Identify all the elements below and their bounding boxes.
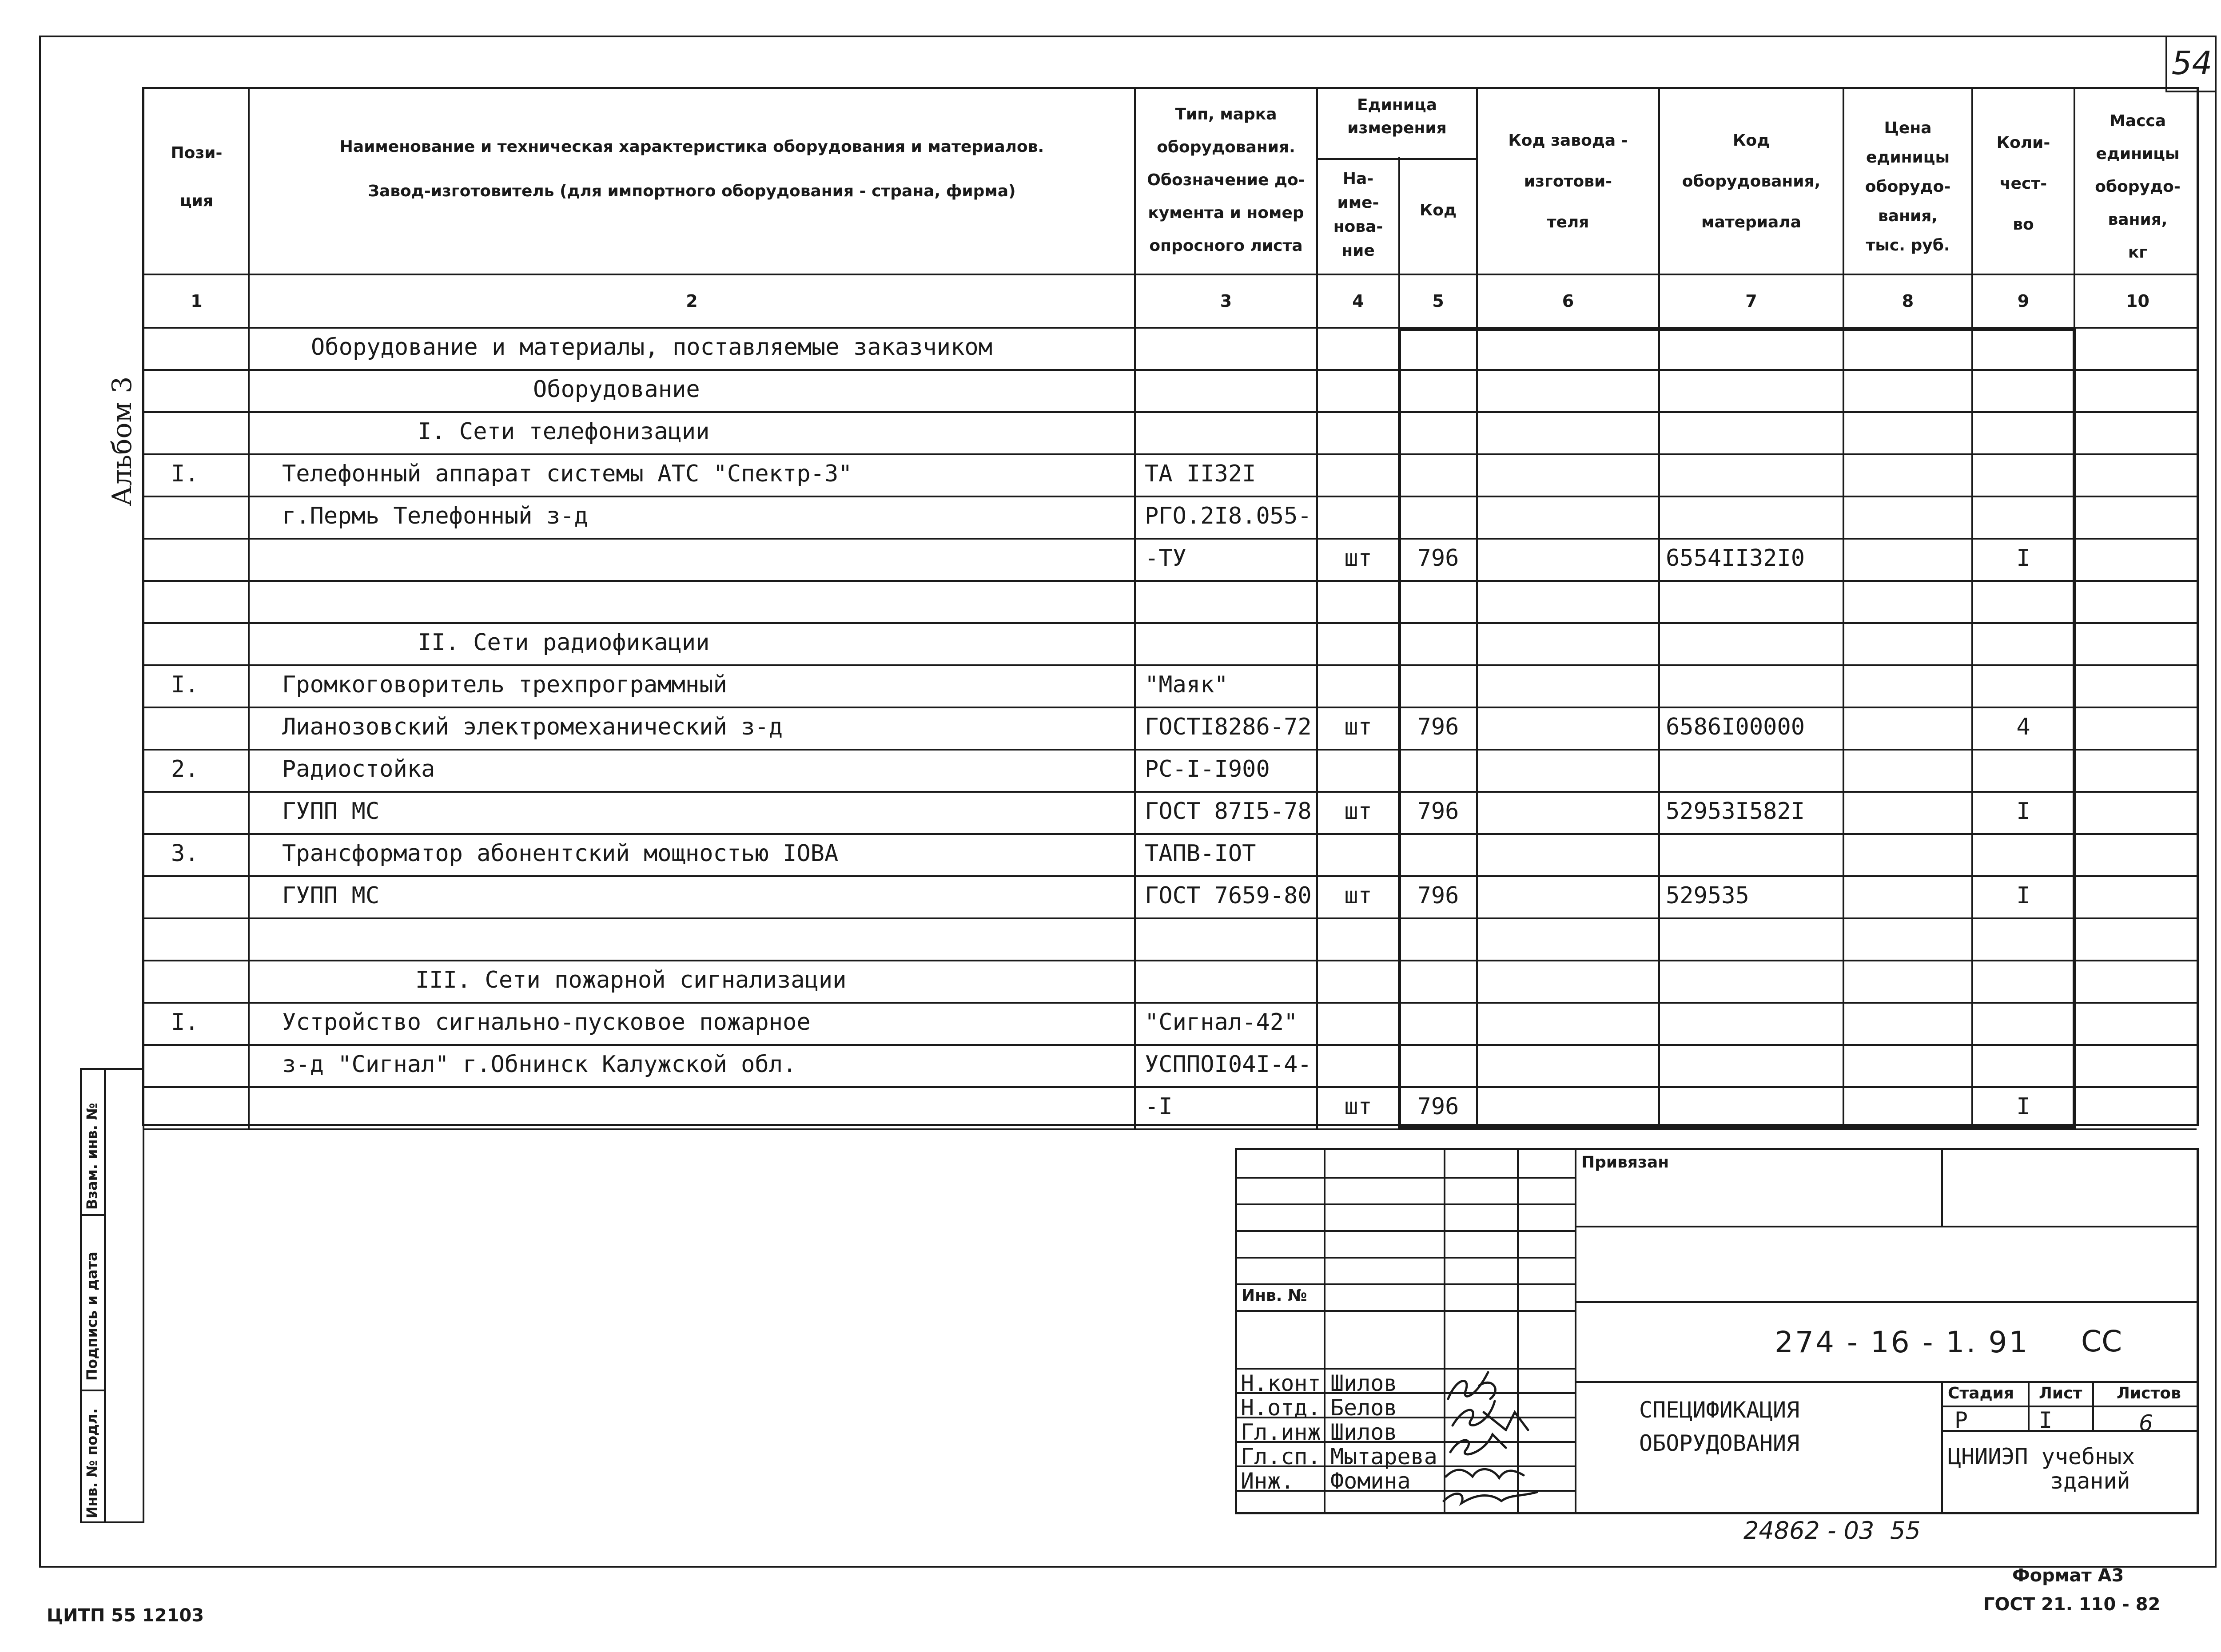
column-number: 2 bbox=[686, 291, 698, 311]
header-unit-name: На- име- нова- ние bbox=[1333, 170, 1383, 260]
row-name: Трансформатор абонентский мощностью IОВА bbox=[282, 840, 839, 867]
row-name: ГУПП МС bbox=[282, 882, 380, 909]
row-name: з-д "Сигнал" г.Обнинск Калужской обл. bbox=[282, 1051, 797, 1078]
format-label: Формат А3 bbox=[2012, 1565, 2124, 1586]
row-name: Устройство сигнально-пусковое пожарное bbox=[282, 1009, 811, 1036]
column-number: 6 bbox=[1562, 291, 1574, 311]
row-type: "Сигнал-42" bbox=[1145, 1009, 1298, 1036]
row-type: -I bbox=[1145, 1093, 1173, 1120]
inv-no-label: Инв. № bbox=[1242, 1287, 1307, 1305]
sheet-corner-number: 54 bbox=[2165, 36, 2217, 92]
header-name-line1: Наименование и техническая характеристика оборудования и материалов. bbox=[339, 138, 1044, 156]
row-quantity: I bbox=[2016, 882, 2030, 909]
row-unit-code: 796 bbox=[1417, 545, 1459, 572]
row-name: III. Сети пожарной сигнализации bbox=[415, 967, 847, 993]
row-unit-code: 796 bbox=[1417, 798, 1459, 825]
header-mass: Масса единицы оборудо- вания, кг bbox=[2095, 112, 2181, 262]
row-name: г.Пермь Телефонный з-д bbox=[282, 503, 588, 529]
row-type: ГОСТI8286-72 bbox=[1145, 714, 1312, 740]
header-unit-group: Единица измерения bbox=[1347, 96, 1447, 137]
role-person-name: Шилов bbox=[1330, 1419, 1397, 1445]
row-type: ТА II32I bbox=[1145, 461, 1256, 487]
doc-title-line2: ОБОРУДОВАНИЯ bbox=[1639, 1430, 1800, 1456]
row-name: Громкоговоритель трехпрограммный bbox=[282, 671, 727, 698]
header-price: Цена единицы оборудо- вания, тыс. руб. bbox=[1865, 119, 1951, 254]
row-position: 3. bbox=[171, 840, 199, 867]
row-name: Телефонный аппарат системы АТС "Спектр-3" bbox=[282, 461, 852, 487]
row-type: ТАПВ-IОТ bbox=[1145, 840, 1256, 867]
header-position: Пози- ция bbox=[171, 144, 223, 210]
header-quantity: Коли- чест- во bbox=[1996, 134, 2050, 234]
side-stamp bbox=[80, 1068, 144, 1523]
row-quantity: 4 bbox=[2016, 714, 2030, 740]
stage-label: Стадия bbox=[1948, 1384, 2014, 1402]
gost-label: ГОСТ 21. 110 - 82 bbox=[1983, 1594, 2161, 1615]
row-unit: шт bbox=[1344, 798, 1372, 825]
row-equipment-code: 6554II32I0 bbox=[1666, 545, 1805, 572]
doc-mark: СС bbox=[2081, 1324, 2122, 1358]
role-person-name: Белов bbox=[1330, 1395, 1397, 1421]
org-line1: ЦНИИЭП учебных bbox=[1948, 1444, 2135, 1469]
sheets-value: 6 bbox=[2139, 1410, 2153, 1436]
header-unit-code: Код bbox=[1419, 201, 1457, 219]
row-quantity: I bbox=[2016, 1093, 2030, 1120]
row-unit: шт bbox=[1344, 882, 1372, 909]
row-name: Оборудование и материалы, поставляемые заказчиком bbox=[311, 334, 993, 361]
row-name: I. Сети телефонизации bbox=[418, 418, 710, 445]
role-person-name: Шилов bbox=[1330, 1370, 1397, 1396]
column-number: 3 bbox=[1220, 291, 1232, 311]
row-type: ГОСТ 87I5-78 bbox=[1145, 798, 1312, 825]
podpis-data-label: Подпись и дата bbox=[84, 1251, 100, 1381]
org-line2: зданий bbox=[2050, 1468, 2130, 1494]
row-position: I. bbox=[171, 461, 199, 487]
row-type: -ТУ bbox=[1145, 545, 1186, 572]
header-factory-code: Код завода - изготови- теля bbox=[1508, 131, 1628, 231]
page-number: 55 bbox=[1890, 1517, 1921, 1545]
role-person-name: Мытарева bbox=[1330, 1444, 1437, 1469]
header-type: Тип, марка оборудования. Обозначение до- кумента и номер опросного листа bbox=[1147, 105, 1305, 255]
row-name: ГУПП МС bbox=[282, 798, 380, 825]
role-label: Гл.инж bbox=[1241, 1419, 1321, 1445]
row-type: "Маяк" bbox=[1145, 671, 1228, 698]
column-number: 7 bbox=[1745, 291, 1757, 311]
row-name: Лианозовский электромеханический з-д bbox=[282, 714, 783, 740]
column-number: 4 bbox=[1352, 291, 1364, 311]
column-number: 5 bbox=[1432, 291, 1444, 311]
row-name: Оборудование bbox=[533, 376, 700, 403]
row-type: ГОСТ 7659-80 bbox=[1145, 882, 1312, 909]
album-label: Альбом 3 bbox=[107, 376, 138, 506]
vzam-inv-label: Взам. инв. № bbox=[84, 1103, 100, 1210]
signatures bbox=[1439, 1359, 1546, 1514]
row-unit: шт bbox=[1344, 1093, 1372, 1120]
stage-value: Р bbox=[1954, 1407, 1968, 1433]
column-number: 8 bbox=[1902, 291, 1914, 311]
role-person-name: Фомина bbox=[1330, 1468, 1411, 1494]
row-type: УСППОI04I-4- bbox=[1145, 1051, 1312, 1078]
row-quantity: I bbox=[2016, 798, 2030, 825]
row-position: I. bbox=[171, 1009, 199, 1036]
sheet-value: I bbox=[2039, 1407, 2053, 1433]
role-label: Инж. bbox=[1241, 1468, 1294, 1494]
sheets-label: Листов bbox=[2117, 1384, 2181, 1402]
header-equipment-code: Код оборудования, материала bbox=[1682, 131, 1821, 231]
doc-title-line1: СПЕЦИФИКАЦИЯ bbox=[1639, 1397, 1800, 1423]
row-quantity: I bbox=[2016, 545, 2030, 572]
inv-podl-label: Инв. № подл. bbox=[84, 1408, 100, 1518]
row-name: II. Сети радиофикации bbox=[418, 629, 710, 656]
row-unit-code: 796 bbox=[1417, 882, 1459, 909]
row-unit-code: 796 bbox=[1417, 1093, 1459, 1120]
title-block bbox=[1235, 1148, 2199, 1514]
sheet-label: Лист bbox=[2039, 1384, 2082, 1402]
row-equipment-code: 6586I00000 bbox=[1666, 714, 1805, 740]
header-name-line2: Завод-изготовитель (для импортного оборудования - страна, фирма) bbox=[368, 182, 1016, 200]
row-unit-code: 796 bbox=[1417, 714, 1459, 740]
citp-label: ЦИТП 55 12103 bbox=[47, 1605, 204, 1626]
row-type: РС-I-I900 bbox=[1145, 756, 1270, 782]
row-equipment-code: 52953I582I bbox=[1666, 798, 1805, 825]
row-name: Радиостойка bbox=[282, 756, 435, 782]
row-unit: шт bbox=[1344, 714, 1372, 740]
archive-number: 24862 - 03 bbox=[1743, 1517, 1875, 1545]
row-type: РГО.2I8.055- bbox=[1145, 503, 1312, 529]
column-number: 1 bbox=[191, 291, 203, 311]
column-number: 10 bbox=[2126, 291, 2149, 311]
column-number: 9 bbox=[2017, 291, 2030, 311]
specification-table bbox=[142, 87, 2199, 1126]
row-position: I. bbox=[171, 671, 199, 698]
privyazan-label: Привязан bbox=[1581, 1153, 1669, 1171]
role-label: Н.конт bbox=[1241, 1370, 1321, 1396]
row-position: 2. bbox=[171, 756, 199, 782]
role-label: Н.отд. bbox=[1241, 1395, 1321, 1421]
row-equipment-code: 529535 bbox=[1666, 882, 1749, 909]
role-label: Гл.сп. bbox=[1241, 1444, 1321, 1469]
row-unit: шт bbox=[1344, 545, 1372, 572]
doc-code: 274 - 16 - 1. 91 bbox=[1775, 1325, 2030, 1359]
